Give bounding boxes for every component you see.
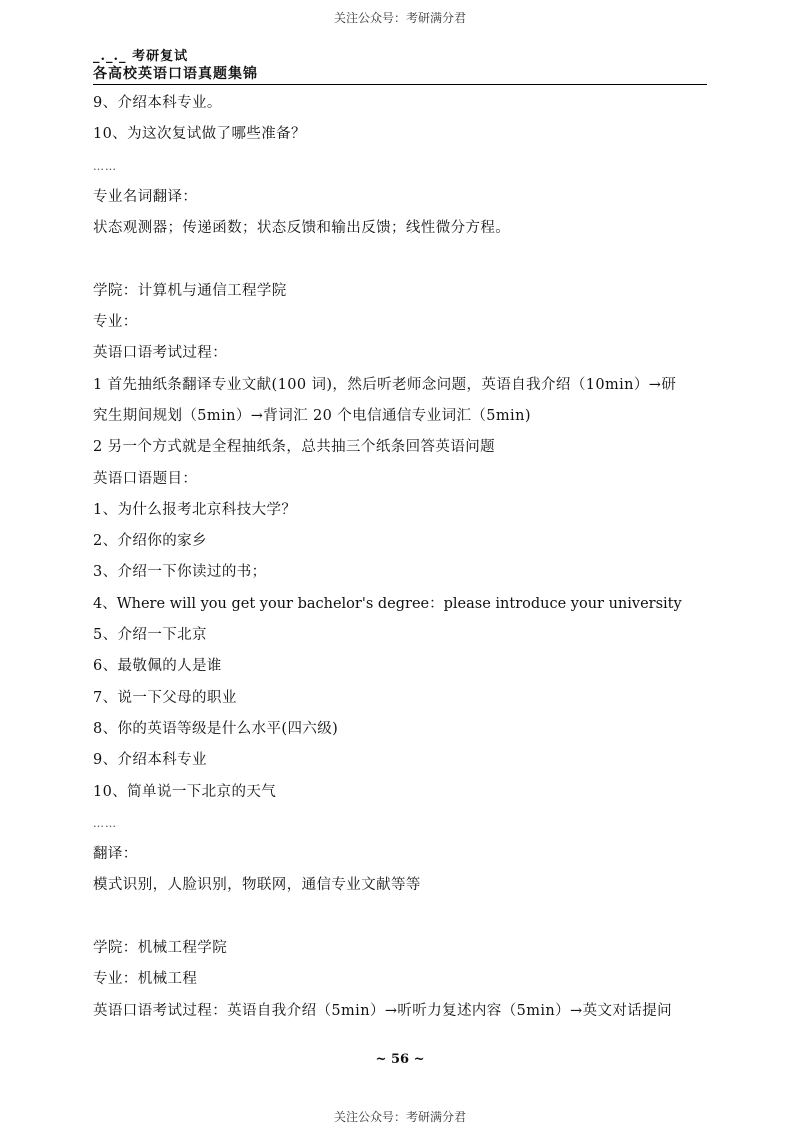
section-label: 专业名词翻译： <box>93 188 198 205</box>
question-item: 2、介绍你的家乡 <box>93 533 207 550</box>
text-line: 9、介绍本科专业。 <box>93 95 222 111</box>
question-item: 5、介绍一下北京 <box>93 627 207 644</box>
blank-line <box>93 902 708 933</box>
page-number: ~ 56 ~ <box>375 1052 425 1067</box>
page-header <box>93 49 707 85</box>
text-line: 状态观测器；传递函数；状态反馈和输出反馈；线性微分方程。 <box>93 220 511 237</box>
question-item: 10、简单说一下北京的天气 <box>93 783 277 800</box>
college-line: 学院：计算机与通信工程学院 <box>93 282 287 299</box>
section-label: 英语口语题目： <box>93 470 198 487</box>
question-item: 1、为什么报考北京科技大学？ <box>93 501 297 518</box>
question-item: 7、说一下父母的职业 <box>93 689 237 706</box>
top-watermark-note: 关注公众号：考研满分君 <box>333 11 466 25</box>
section-label: 翻译： <box>93 846 138 863</box>
text-line: 模式识别，人脸识别，物联网，通信专业文献等等 <box>93 877 421 894</box>
college-line: 学院：机械工程学院 <box>93 940 228 957</box>
text-line: 2 另一个方式就是全程抽纸条，总共抽三个纸条回答英语问题 <box>93 439 496 456</box>
text-line: 英语口语考试过程：英语自我介绍（5min）→听听力复述内容（5min）→英文对话提问 <box>93 1002 672 1019</box>
text-line: 究生期间规划（5min）→背词汇 20 个电信通信专业词汇（5min) <box>93 407 531 424</box>
bottom-watermark-note: 关注公众号：考研满分君 <box>333 1110 466 1124</box>
ellipsis-line: …… <box>93 159 117 173</box>
text-line: 1 首先抽纸条翻译专业文献(100 词)，然后听老师念问题，英语自我介绍（10min）→研 <box>93 376 677 393</box>
question-item: 6、最敬佩的人是谁 <box>93 658 222 675</box>
question-item: 4、Where will you get your bachelor's degree：please introduce your university <box>93 595 682 612</box>
header-rule <box>93 84 707 85</box>
ellipsis-line: …… <box>93 816 117 830</box>
header-subtitle: _._._ 考研复试 <box>93 49 189 64</box>
section-label: 英语口语考试过程： <box>93 345 228 362</box>
major-line: 专业： <box>93 314 138 331</box>
header-title: 各高校英语口语真题集锦 <box>93 66 258 82</box>
question-item: 3、介绍一下你读过的书； <box>93 564 267 581</box>
question-item: 8、你的英语等级是什么水平(四六级) <box>93 720 339 737</box>
blank-line <box>93 244 708 275</box>
text-line: 10、为这次复试做了哪些准备？ <box>93 126 306 143</box>
major-line: 专业：机械工程 <box>93 971 198 988</box>
question-item: 9、介绍本科专业 <box>93 752 207 769</box>
document-body <box>93 88 708 1027</box>
